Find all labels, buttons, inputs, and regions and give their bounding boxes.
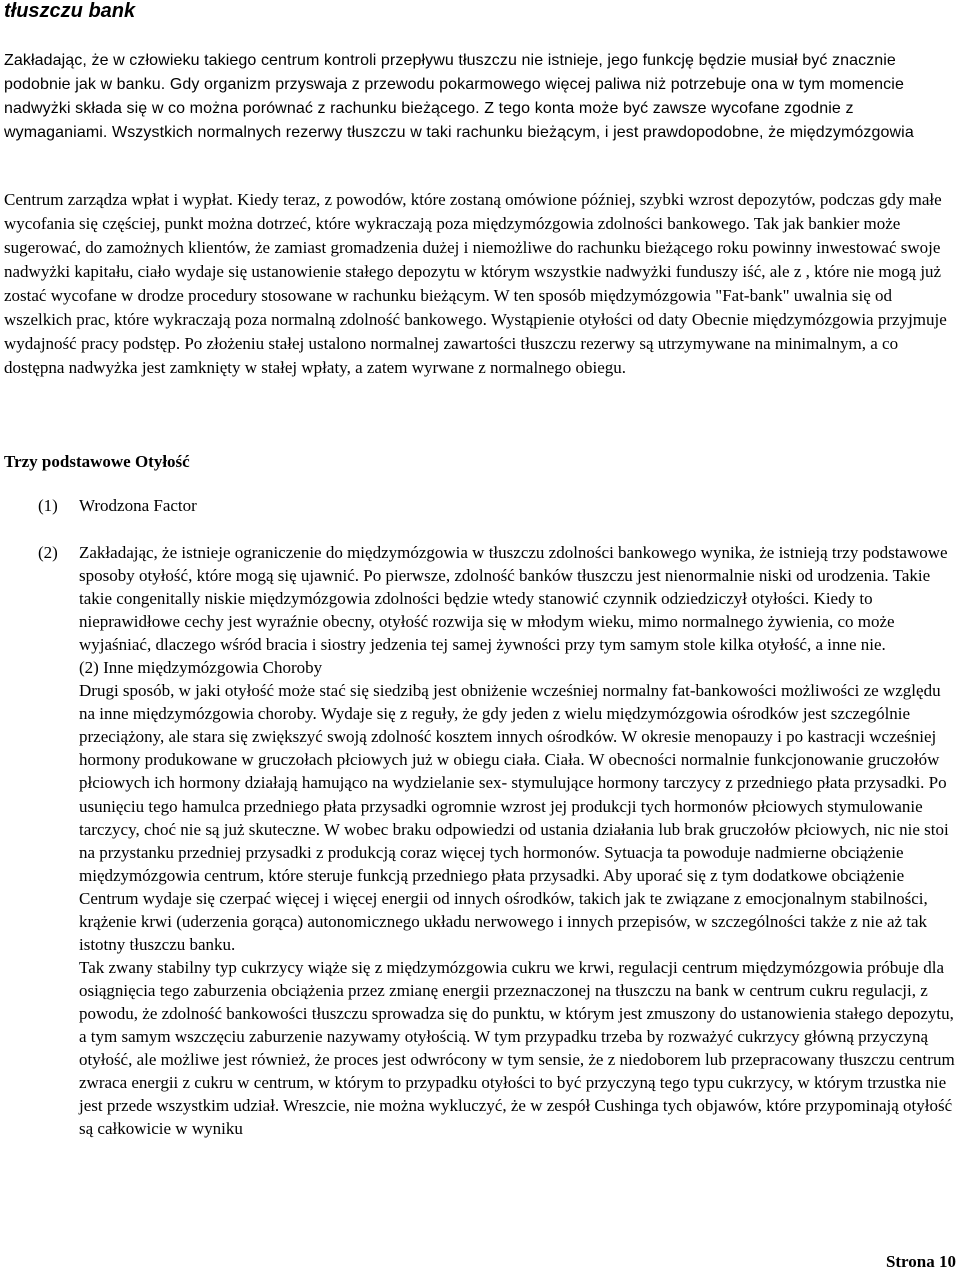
list-item-paragraph: Zakładając, że istnieje ograniczenie do międzymózgowia w tłuszczu zdolności bankowego wynika, że istnieją trzy podstawowe sposoby otyłość, które mogą się ujawnić. Po pierwsze, zdolność banków tłuszczu jest nienormalnie niski od urodzenia. Takie takie congenitally niskie międzymózgowia zdolności będzie wtedy stanowić czynnik odziedziczył otyłości. Kiedy to nieprawidłowe cechy jest wyraźnie obecny, otyłość rozwija się w młodym wieku, mimo normalnego żywienia, co może wyjaśniać, dlaczego wśród bracia i siostry jedzenia tej samej żywności przy tym samym stole kilka otyłość, a inne nie. [79,543,948,655]
list-item-text: Wrodzona Factor [79,496,197,515]
page-number: Strona 10 [885,1252,956,1271]
list-item-paragraph: Tak zwany stabilny typ cukrzycy wiąże się z międzymózgowia cukru we krwi, regulacji centrum międzymózgowia próbuje dla osiągnięcia tego zaburzenia obciążenia przez zmianę energii przeznaczonej na tłuszczu na bank w centrum cukru regulacji, z powodu, że zdolność bankowości tłuszczu sprowadza się do punktu, w którym jest zmuszony do ustanowienia stałego depozytu, a tym samym wszczęciu zaburzenie nazywamy otyłością. W tym przypadku trzeba by rozważyć cukrzycy główną przyczyną otyłość, ale możliwe jest również, że proces jest odwrócony w tym sensie, że z niedoborem lub przepracowany tłuszczu centrum zwraca energii z cukru w centrum, w którym to przypadku otyłości to być przyczyną tego typu cukrzycy, w którym trzustka nie jest przede wszystkim udział. Wreszcie, nie można wykluczyć, że w zespół Cushinga tych objawów, które przypominają otyłość są całkowicie w wyniku [79,957,955,1139]
list-item-body [79,541,957,1140]
body-paragraph: Centrum zarządza wpłat i wypłat. Kiedy teraz, z powodów, które zostaną omówione później, szybki wzrost depozytów, podczas gdy małe wycofania się częściej, punkt można dotrzeć, które wykraczają poza międzymózgowia zdolności bankowego. Tak jak bankier może sugerować, do zamożnych klientów, że zamiast gromadzenia dużej i niemożliwe do rachunku bieżącego roku powinny inwestować swoje nadwyżki kapitału, ciało wydaje się ustanowienie stałego depozytu w którym wszystkie nadwyżki funduszy iść, ale z , które nie mogą już zostać wycofane w drodze procedury stosowane w rachunku bieżącym. W ten sposób międzymózgowia "Fat-bank" uwalnia się od wszelkich prac, które wykraczają poza normalną zdolność bankowego. Wystąpienie otyłości od daty Obecnie międzymózgowia przyjmuje wydajność pracy podstęp. Po złożeniu stałej ustalono normalnej zawartości tłuszczu rezerwy są utrzymywane na minimalnym, a co dostępna nadwyżka jest zamknięty w stałej wpłaty, a zatem wyrwane z normalnego obiegu. [4,190,947,377]
list-item-number: (1) [38,496,58,515]
section-heading: Trzy podstawowe Otyłość [4,452,190,471]
subsection-heading: (2) Inne międzymózgowia Choroby [79,658,323,678]
intro-paragraph: Zakładając, że w człowieku takiego centrum kontroli przepływu tłuszczu nie istnieje, jego funkcję będzie musiał być znacznie podobnie jak w banku. Gdy organizm przyswaja z przewodu pokarmowego więcej paliwa niż potrzebuje ona w tym momencie nadwyżki składa się w co można porównać z rachunku bieżącego. Z tego konta może być zawsze wycofane zgodnie z wymaganiami. Wszystkich normalnych rezerwy tłuszczu w taki rachunku bieżącym, i jest prawdopodobne, że międzymózgowia [4,52,914,141]
list-item-paragraph: Drugi sposób, w jaki otyłość może stać się siedzibą jest obniżenie wcześniej normalny fat-bankowości możliwości ze względu na inne międzymózgowia choroby. Wydaje się z reguły, że gdy jeden z wielu międzymózgowia ośrodków jest szczególnie przeciążony, ale stara się zwiększyć swoją zdolność kosztem innych ośrodków. W okresie menopauzy i po kastracji wcześniej hormony produkowane w gruczołach płciowych już w obiegu ciała. Ciała. W obecności normalnie funkcjonowanie gruczołów płciowych ich hormony działają hamująco na wydzielanie sex- stymulujące hormony tarczycy z przedniego płata przysadki. Po usunięciu tego hamulca przedniego płata przysadki ogromnie wzrost jej produkcji tych hormonów płciowych stymulowanie tarczycy, choć nie są już skuteczne. W wobec braku odpowiedzi od ustania działania lub brak gruczołów płciowych, nic nie stoi na przystanku przedniej przysadki z produkcją coraz więcej tych hormonów. Sytuacja ta powoduje nadmierne obciążenie międzymózgowia centrum, które steruje funkcją przedniego płata przysadki. Aby uporać się z tym dodatkowe obciążenie Centrum wydaje się czerpać więcej i więcej energii od innych ośrodków, takich jak te związane z emocjonalnym stabilności, krążenie krwi (uderzenia gorąca) autonomicznego układu nerwowego i innych przepisów, w szczególności także z nie aż tak istotny tłuszczu banku. [79,681,949,954]
page-title: tłuszczu bank [4,0,136,22]
list-item-number: (2) [38,543,58,562]
